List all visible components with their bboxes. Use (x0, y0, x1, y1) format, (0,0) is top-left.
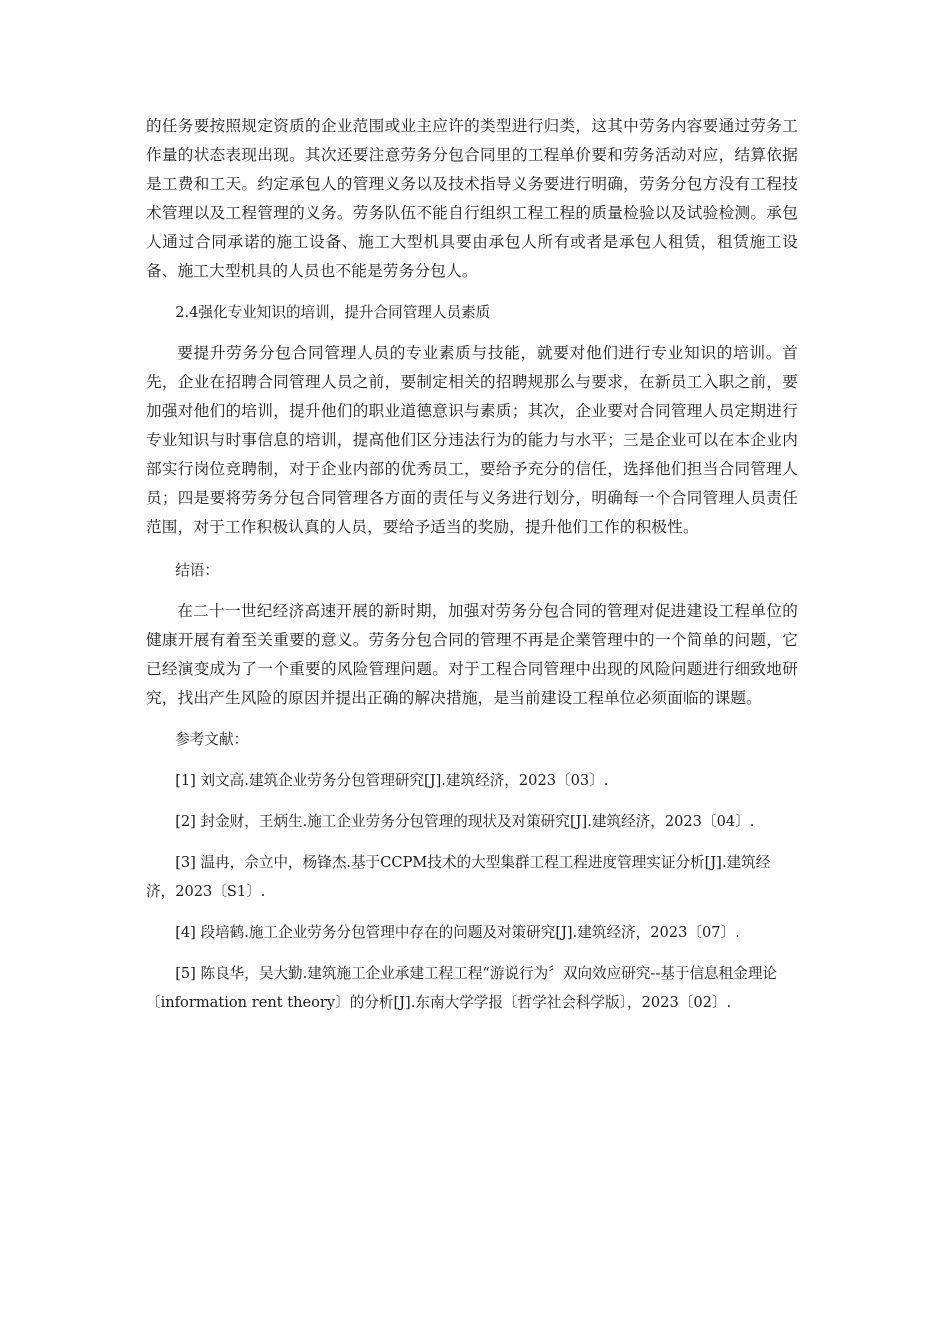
reference-item: [5] 陈良华，吴大勤.建筑施工企业承建工程工程“游说行为〞双向效应研究--基于信息租金理论〔information rent theory〕的分析[J].东南大学学报〔哲学社会科学版〕，2023〔02〕. (146, 965, 778, 1011)
body-paragraph-training: 要提升劳务分包合同管理人员的专业素质与技能，就要对他们进行专业知识的培训。首先，企业在招聘合同管理人员之前，要制定相关的招聘规那么与要求，在新员工入职之前，要加强对他们的培训，提升他们的职业道德意识与素质；其次，企业要对合同管理人员定期进行专业知识与时事信息的培训，提高他们区分违法行为的能力与水平；三是企业可以在本企业内部实行岗位竞聘制，对于企业内部的优秀员工，要给予充分的信任，选择他们担当合同管理人员；四是要将劳务分包合同管理各方面的责任与义务进行划分，明确每一个合同管理人员责任范围，对于工作积极认真的人员，要给予适当的奖励，提升他们工作的积极性。 (146, 344, 798, 536)
reference-item: [2] 封金财，王炳生.施工企业劳务分包管理的现状及对策研究[J].建筑经济，2023〔04〕. (175, 813, 755, 830)
body-paragraph-continued: 的任务要按照规定资质的企业范围或业主应许的类型进行归类，这其中劳务内容要通过劳务工作量的状态表现出现。其次还要注意劳务分包合同里的工程单价要和劳务活动对应，结算依据是工费和工天。约定承包人的管理义务以及技术指导义务要进行明确，劳务分包方没有工程技术管理以及工程管理的义务。劳务队伍不能自行组织工程工程的质量检验以及试验检测。承包人通过合同承诺的施工设备、施工大型机具要由承包人所有或者是承包人租赁，租赁施工设备、施工大型机具的人员也不能是劳务分包人。 (146, 117, 798, 280)
document-page (146, 112, 798, 1017)
reference-item: [3] 温冉，佘立中，杨锋杰.基于CCPM技术的大型集群工程工程进度管理实证分析[J].建筑经济，2023〔S1〕. (146, 854, 771, 900)
references-heading: 参考文献： (175, 731, 249, 748)
reference-item: [1] 刘文高.建筑企业劳务分包管理研究[J].建筑经济，2023〔03〕. (175, 772, 609, 789)
reference-item: [4] 段培鹤.施工企业劳务分包管理中存在的问题及对策研究[J].建筑经济，2023〔07〕. (175, 924, 740, 941)
section-heading-2-4: 2.4强化专业知识的培训，提升合同管理人员素质 (175, 304, 491, 321)
body-paragraph-conclusion: 在二十一世纪经济高速开展的新时期，加强对劳务分包合同的管理对促进建设工程单位的健康开展有着至关重要的意义。劳务分包合同的管理不再是企業管理中的一个简单的问题，它已经演变成为了一个重要的风险管理问题。对于工程合同管理中出现的风险问题进行细致地研究，找出产生风险的原因并提出正确的解决措施，是当前建设工程单位必须面临的课题。 (146, 602, 798, 707)
conclusion-heading: 结语： (175, 562, 219, 579)
